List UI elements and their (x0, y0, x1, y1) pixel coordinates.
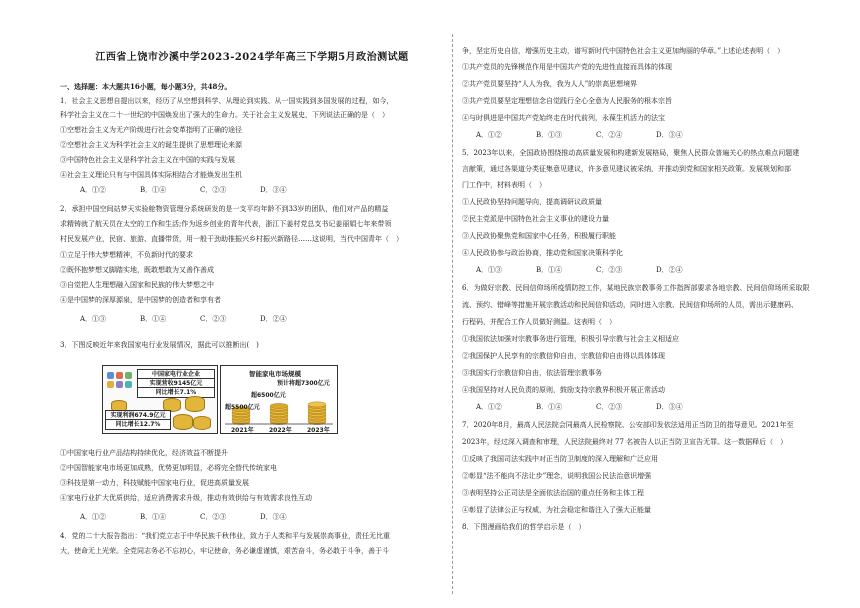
profit-growth-value: 12.7% (139, 421, 161, 428)
q4-item: ①共产党员的先锋模范作用是中国共产党的先进性直接而具体的体现 (462, 63, 672, 71)
q4-line: 大，使命无上光荣。全党同志务必不忘初心，牢记使命，务必谦虚谨慎，艰苦奋斗，务必敢于斗争，善于斗 (60, 547, 389, 555)
option-b: B．①③ (536, 131, 563, 139)
option-d: D．②④ (656, 266, 683, 274)
q4-item: ③共产党员要坚定理想信念自觉践行全心全意为人民服务的根本宗旨 (462, 97, 672, 105)
option-d: D．③④ (260, 186, 287, 194)
revenue-growth-tag: 同比增长7.1% (137, 387, 215, 398)
option-b: B．①④ (140, 315, 167, 323)
q4-options (476, 130, 716, 140)
q6-item: ④我国坚持对人民负责的原则，鼓励支持宗教界积极开展正常活动 (462, 386, 665, 394)
q7-item: ①反映了我国司法实践中对正当防卫制度的深入理解和广泛应用 (462, 455, 658, 463)
market-value-2021: 超5500亿元 (225, 404, 260, 411)
q2-options (80, 314, 320, 324)
q4-item: ④与时俱进是中国共产党始终走在时代前列，永葆生机活力的法宝 (462, 114, 665, 122)
q2-item: ③自觉把人生理想融入国家和民族的伟大梦想之中 (60, 281, 214, 289)
q7-line: 7．2020年8月，最高人民法院会同最高人民检察院、公安部印发依法适用正当防卫的指导意见。2021年至 (462, 421, 794, 429)
option-a: A．①② (80, 513, 107, 521)
q2-line: 2．承担中国空间站梦天实验舱物资管理分系统研发的是一支平均年龄不到33岁的团队，他们对产品的精益 (60, 205, 389, 213)
q6-item: ②我国保护人民享有的宗教信仰自由，宗教信仰自由得以具体体现 (462, 352, 665, 360)
option-d: D．③④ (656, 403, 683, 411)
option-d: D．②④ (260, 315, 287, 323)
tv-icon (107, 372, 114, 379)
microwave-icon (116, 381, 123, 388)
profit-growth-tag (105, 419, 171, 430)
option-b: B．①④ (140, 186, 167, 194)
fridge-icon (116, 372, 123, 379)
q3-item: ④家电行业扩大优质供给，适应消费需求升级，推动有效供给与有效需求良性互动 (60, 494, 312, 502)
q1-item: ①空想社会主义为无产阶级进行社会变革指明了正确的途径 (60, 126, 242, 134)
q1-item: ③中国特色社会主义是科学社会主义在中国的实践与发展 (60, 156, 235, 164)
q7-item: ②彰显“法不能向不法让步”理念，说明我国公民法治意识增强 (462, 472, 652, 480)
profit-growth-label: 同比增长 (115, 421, 140, 428)
q6-line: 流、预约、错峰等措施开展宗教活动和民间信仰活动，同时进入宗教、民间信仰场所的人员，需出示健康码、 (462, 301, 798, 309)
smart-appliance-market-panel (220, 365, 338, 434)
coin-stack-icon (173, 414, 193, 430)
option-a: A．①③ (476, 266, 503, 274)
year-label: 2021年 (231, 427, 254, 434)
q3-item: ②中国智能家电市场更加成熟，优势更加明显，必将完全替代传统家电 (60, 464, 277, 472)
q3-line: 3．下图反映近年来我国家电行业发展情况，据此可以推断出( ) (60, 341, 259, 349)
option-d: D．③④ (260, 513, 287, 521)
year-label: 2022年 (269, 427, 292, 434)
q1-options (80, 185, 320, 195)
q4-line: 争，坚定历史自信，增强历史主动，谱写新时代中国特色社会主义更加绚丽的华章。”上述论述表明（ ） (462, 47, 785, 55)
q2-item: ①立足于伟大梦想精神，不负新时代的要求 (60, 251, 193, 259)
q5-options (476, 265, 716, 275)
q7-line: 2023年，经过深入调查和审理，人民法院最终对 77 名被告人以正当防卫宣告无罪。这一数据释后（ ） (462, 438, 788, 446)
q1-line: 科学社会主义在二十一世纪的中国焕发出了强大的生命力。关于社会主义发展史，下列说法正确的是（ ） (60, 111, 389, 119)
q3-options (80, 512, 320, 522)
q6-line: 6．为做好宗教、民间信仰场所疫情防控工作，某地民族宗教事务工作指挥部要求各地宗教、民间信仰场所采取限 (462, 284, 810, 292)
q8-line: 8．下图漫画给我们的哲学启示是（ ） (462, 523, 586, 531)
market-growth-chart (221, 366, 337, 433)
profit-tag: 实现利润674.9亿元 (105, 410, 171, 421)
q2-item: ②既怀抱梦想又脚踏实地，既敢想敢为又善作善成 (60, 266, 214, 274)
q2-item: ④是中国梦的深厚源泉，是中国梦的创造者和享有者 (60, 296, 221, 304)
q4-line: 4．党的二十大报告指出：“我们党立志于中华民族千秋伟业，致力于人类和平与发展崇高事业，责任无比重 (60, 532, 391, 540)
q7-item: ③表明坚持公正司法是全面依法治国的重点任务和主体工程 (462, 489, 644, 497)
q3-item: ①中国家电行业产品结构持续优化，经济效益不断提升 (60, 449, 228, 457)
coin-stack-bar (270, 403, 288, 408)
washer-icon (125, 372, 132, 379)
q5-item: ①人民政协坚持问题导向，提高调研议政质量 (462, 198, 602, 206)
option-b: B．①④ (536, 266, 563, 274)
q6-item: ③我国实行宗教信仰自由，依法管理宗教事务 (462, 369, 602, 377)
q6-item: ①我国依法加强对宗教事务进行管理，积极引导宗教与社会主义相适应 (462, 335, 679, 343)
option-c: C．②③ (200, 513, 227, 521)
q5-item: ②民主党派是中国特色社会主义事业的建设力量 (462, 215, 609, 223)
option-a: A．①③ (80, 315, 107, 323)
q1-line: 1．社会主义思想自提出以来，经历了从空想到科学、从理论到实践、从一国实践到多国发展的过程，如今， (60, 97, 394, 105)
option-a: A．①② (476, 131, 503, 139)
section-heading: 一、选择题：本大题共16小题，每小题3分，共48分。 (60, 82, 232, 91)
market-value-2022: 超6500亿元 (251, 392, 286, 399)
option-c: C．②③ (200, 315, 227, 323)
q4-item: ②共产党员要坚持“人人为我，我为人人”的崇高思想境界 (462, 80, 638, 88)
q6-line: 行程码，并配合工作人员做好测温。这表明（ ） (462, 318, 616, 326)
q7-item: ④彰显了法律公正与权威，为社会稳定和谐注入了强大正能量 (462, 506, 651, 514)
q3-item: ③科技是第一动力，科技赋能中国家电行业，促进高质量发展 (60, 479, 249, 487)
ac-icon (125, 381, 132, 388)
q5-line: 言献策，通过各渠道分类征集意见建议，许多意见建议被采纳，并推动到党和国家相关政策。发展规划和部 (462, 165, 791, 173)
option-a: A．①② (476, 403, 503, 411)
market-value-2023: 预计将超7300亿元 (277, 380, 330, 387)
industry-revenue-panel (102, 365, 218, 434)
coin-stack-icon (185, 396, 205, 412)
industry-label-tag: 中国家电行业企业 (137, 369, 215, 380)
market-title: 智能家电市场规模 (249, 370, 301, 378)
page-title: 江西省上饶市沙溪中学2023-2024学年高三下学期5月政治测试题 (95, 52, 409, 63)
q5-item: ③人民政协聚焦党和国家中心任务，积极履行职能 (462, 232, 616, 240)
year-label: 2023年 (307, 427, 330, 434)
q2-line: 村民发展产业，民宿、旅游、直播带货，用一般干劲助推振兴乡村振兴新路径……这说明，当代中国青年（ ） (60, 235, 403, 243)
q2-line: 求精铸就了航天员在太空的工作和生活;作为返乡创业的青年代表，浙江下姜村党总支书记姜丽娟七年来带领 (60, 220, 392, 228)
option-b: B．①④ (536, 403, 563, 411)
q5-item: ④人民政协参与政治协商，推动党和国家决策科学化 (462, 249, 623, 257)
q5-line: 5．2023年以来，全国政协围绕推动高质量发展和构建新发展格局，聚焦人民群众普遍关心的热点难点问题建 (462, 149, 800, 157)
q1-item: ②空想社会主义为科学社会主义的诞生提供了思想理论来源 (60, 141, 242, 149)
column-divider (452, 34, 453, 594)
option-c: C．②④ (596, 131, 623, 139)
q1-item: ④社会主义理论只有与中国具体实际相结合才能焕发出生机 (60, 171, 242, 179)
fan-icon (107, 381, 114, 388)
q5-line: 门工作中，材料表明（ ） (462, 181, 546, 189)
option-a: A．①② (80, 186, 107, 194)
option-c: C．②③ (596, 266, 623, 274)
option-b: B．①④ (140, 513, 167, 521)
option-c: C．②③ (200, 186, 227, 194)
q6-options (476, 402, 716, 412)
coin-stack-bar (308, 402, 326, 407)
appliance-industry-figure (102, 365, 336, 432)
option-c: C．②③ (596, 403, 623, 411)
revenue-tag: 实现营收9145亿元 (137, 378, 215, 389)
option-d: D．③④ (656, 131, 683, 139)
coin-stack-icon (193, 416, 211, 430)
